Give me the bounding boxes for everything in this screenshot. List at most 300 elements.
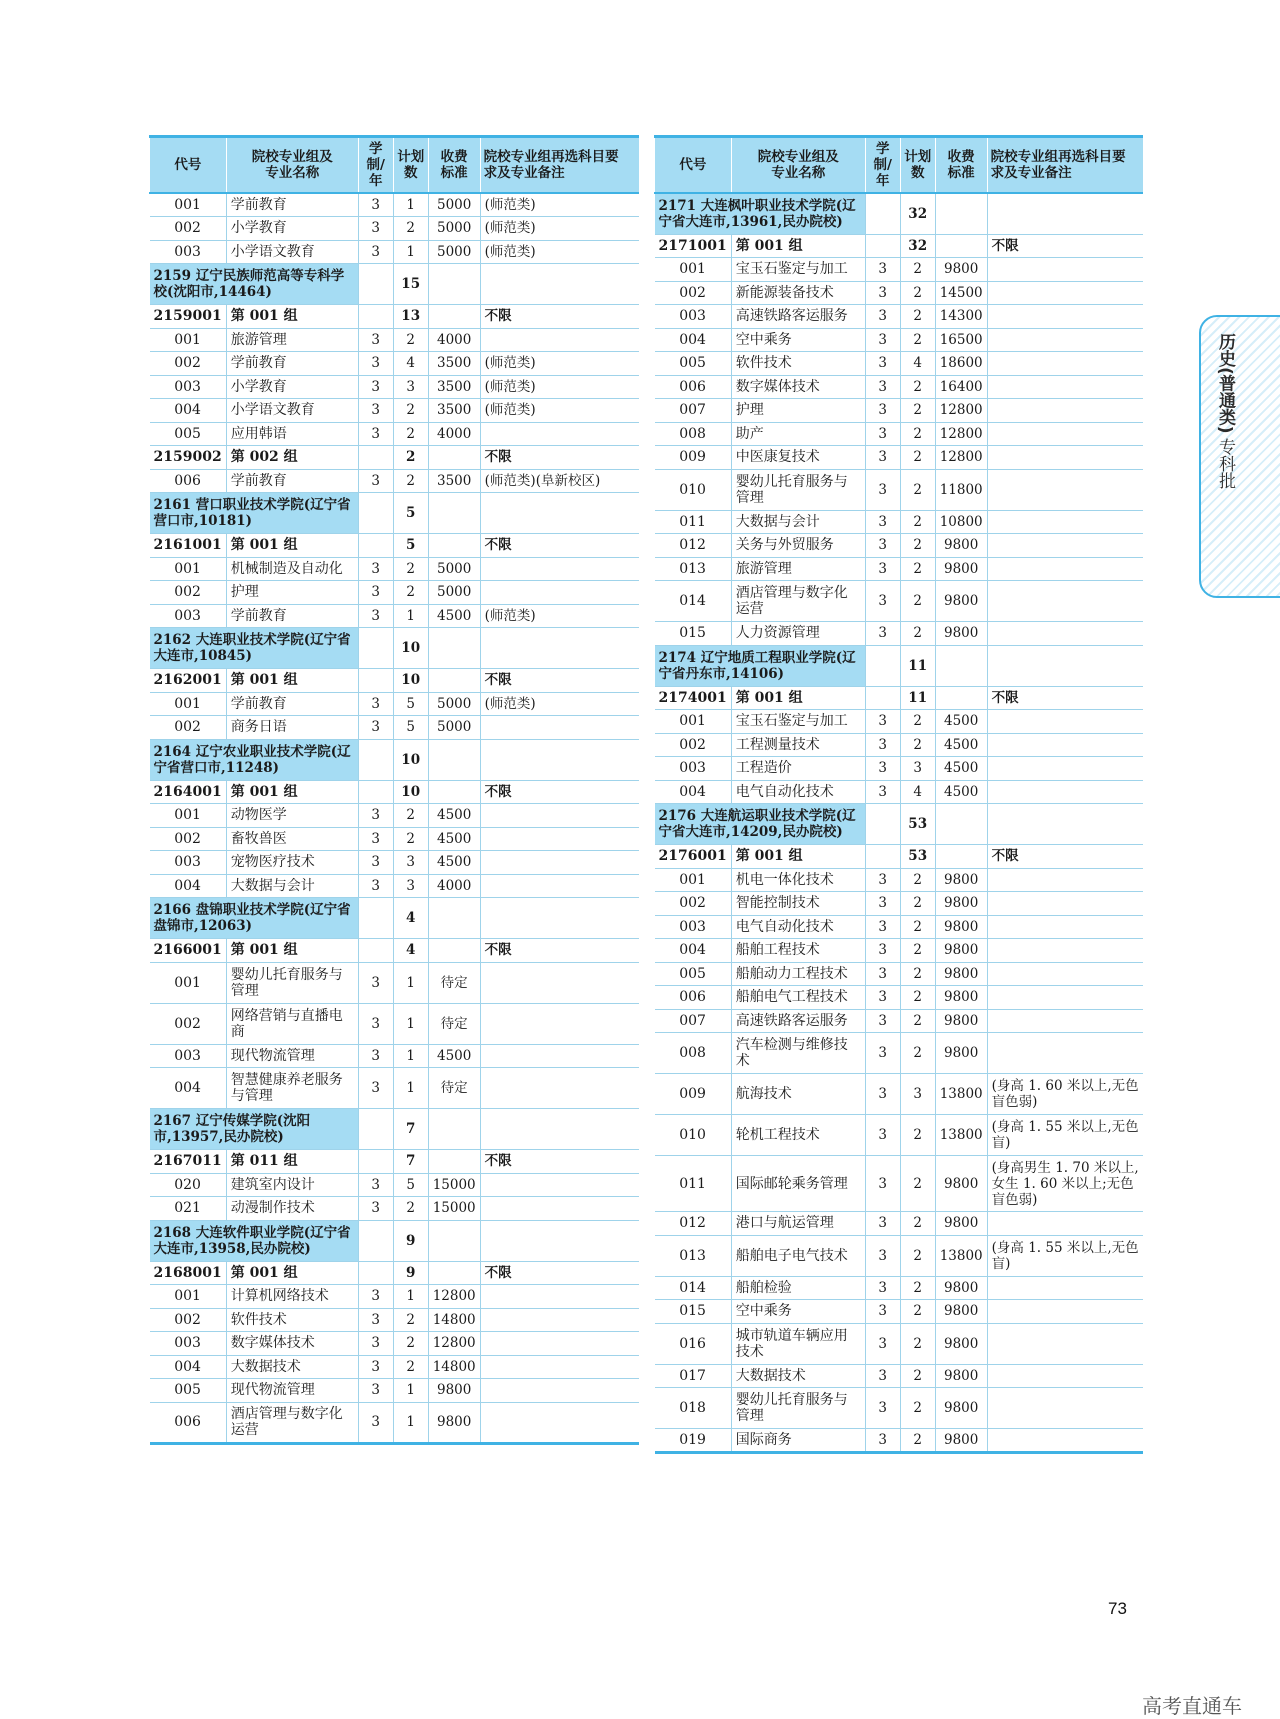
table-header-row — [150, 137, 640, 194]
group-years — [865, 686, 900, 710]
major-requirement: (师范类) — [480, 240, 639, 264]
major-years: 3 — [358, 1197, 393, 1221]
major-plan: 2 — [900, 939, 935, 963]
major-requirement — [987, 581, 1143, 622]
major-requirement: (师范类) — [480, 692, 639, 716]
major-fee: 9800 — [935, 939, 987, 963]
group-requirement: 不限 — [480, 780, 639, 804]
major-requirement: (师范类) — [480, 352, 639, 376]
major-years: 3 — [865, 1388, 900, 1429]
major-name: 学前教育 — [226, 352, 358, 376]
group-row — [150, 534, 640, 558]
major-years: 3 — [865, 281, 900, 305]
major-name: 应用韩语 — [226, 422, 358, 446]
major-row — [655, 469, 1144, 510]
major-requirement — [987, 557, 1143, 581]
group-name: 第 001 组 — [226, 939, 358, 963]
major-fee: 9800 — [935, 1300, 987, 1324]
major-name: 城市轨道车辆应用技术 — [731, 1323, 865, 1364]
school-requirement — [480, 739, 639, 780]
school-plan: 9 — [393, 1220, 428, 1261]
major-code: 002 — [150, 716, 227, 740]
school-requirement — [480, 1220, 639, 1261]
group-requirement: 不限 — [480, 669, 639, 693]
major-plan: 2 — [900, 915, 935, 939]
major-plan: 5 — [393, 716, 428, 740]
major-years: 3 — [865, 328, 900, 352]
major-plan: 2 — [900, 581, 935, 622]
school-requirement — [480, 264, 639, 305]
school-plan: 5 — [393, 493, 428, 534]
major-requirement: (师范类) — [480, 399, 639, 423]
major-plan: 2 — [393, 1308, 428, 1332]
major-plan: 2 — [900, 1388, 935, 1429]
major-years: 3 — [865, 581, 900, 622]
major-code: 003 — [150, 375, 227, 399]
major-plan: 2 — [393, 1197, 428, 1221]
group-code: 2164001 — [150, 780, 227, 804]
major-fee: 15000 — [428, 1197, 480, 1221]
group-code: 2159002 — [150, 446, 227, 470]
section-side-tab — [1199, 315, 1280, 598]
major-name: 高速铁路客运服务 — [731, 305, 865, 329]
major-plan: 2 — [900, 962, 935, 986]
group-years — [358, 534, 393, 558]
school-fee — [428, 898, 480, 939]
major-fee: 4000 — [428, 422, 480, 446]
major-code: 006 — [150, 1402, 227, 1443]
major-plan: 2 — [900, 733, 935, 757]
major-code: 001 — [655, 258, 732, 282]
major-years: 3 — [865, 986, 900, 1010]
major-requirement — [987, 939, 1143, 963]
group-fee — [428, 305, 480, 329]
school-name: 2168 大连软件职业学院(辽宁省大连市,13958,民办院校) — [150, 1220, 359, 1261]
major-name: 高速铁路客运服务 — [731, 1009, 865, 1033]
major-code: 004 — [150, 399, 227, 423]
major-name: 船舶电子电气技术 — [731, 1235, 865, 1276]
group-plan: 13 — [393, 305, 428, 329]
major-requirement — [480, 1068, 639, 1109]
major-years: 3 — [358, 217, 393, 241]
major-fee: 4500 — [428, 827, 480, 851]
major-years: 3 — [865, 710, 900, 734]
major-code: 010 — [655, 469, 732, 510]
major-requirement — [480, 422, 639, 446]
major-plan: 2 — [900, 510, 935, 534]
major-row — [655, 892, 1144, 916]
major-name: 中医康复技术 — [731, 446, 865, 470]
major-years: 3 — [865, 757, 900, 781]
major-code: 004 — [655, 780, 732, 804]
major-requirement: (师范类) — [480, 193, 639, 217]
major-years: 3 — [865, 915, 900, 939]
major-code: 002 — [150, 827, 227, 851]
major-name: 工程测量技术 — [731, 733, 865, 757]
major-code: 007 — [655, 1009, 732, 1033]
major-code: 018 — [655, 1388, 732, 1429]
major-row — [655, 868, 1144, 892]
major-fee: 9800 — [428, 1402, 480, 1443]
major-fee: 5000 — [428, 240, 480, 264]
major-plan: 2 — [900, 1115, 935, 1156]
major-requirement — [987, 510, 1143, 534]
major-name: 酒店管理与数字化运营 — [731, 581, 865, 622]
major-plan: 1 — [393, 1402, 428, 1443]
group-requirement: 不限 — [987, 845, 1143, 869]
major-plan: 2 — [393, 422, 428, 446]
major-requirement — [987, 258, 1143, 282]
major-fee: 3500 — [428, 469, 480, 493]
school-plan: 53 — [900, 804, 935, 845]
school-years — [358, 739, 393, 780]
group-requirement: 不限 — [480, 446, 639, 470]
header-plan: 计划数 — [393, 137, 428, 194]
major-requirement — [987, 422, 1143, 446]
major-code: 012 — [655, 534, 732, 558]
major-row — [655, 622, 1144, 646]
major-row — [655, 557, 1144, 581]
group-name: 第 001 组 — [226, 669, 358, 693]
major-years: 3 — [865, 305, 900, 329]
major-name: 机械制造及自动化 — [226, 557, 358, 581]
major-plan: 1 — [393, 962, 428, 1003]
group-code: 2161001 — [150, 534, 227, 558]
group-code: 2171001 — [655, 234, 732, 258]
major-name: 船舶电气工程技术 — [731, 986, 865, 1010]
left-admission-table — [149, 135, 639, 1445]
major-code: 004 — [655, 939, 732, 963]
major-code: 003 — [655, 915, 732, 939]
major-row — [150, 557, 640, 581]
major-requirement: (身高 1. 60 米以上,无色盲色弱) — [987, 1074, 1143, 1115]
major-code: 004 — [150, 1068, 227, 1109]
major-fee: 13800 — [935, 1115, 987, 1156]
major-requirement — [480, 328, 639, 352]
major-name: 婴幼儿托育服务与管理 — [731, 1388, 865, 1429]
major-row — [150, 604, 640, 628]
major-row — [655, 1364, 1144, 1388]
major-fee: 12800 — [428, 1285, 480, 1309]
major-row — [655, 1388, 1144, 1429]
major-name: 护理 — [226, 581, 358, 605]
major-name: 宝玉石鉴定与加工 — [731, 710, 865, 734]
school-plan: 15 — [393, 264, 428, 305]
group-row — [655, 234, 1144, 258]
major-row — [655, 581, 1144, 622]
group-requirement: 不限 — [480, 1150, 639, 1174]
major-fee: 12800 — [935, 446, 987, 470]
major-requirement — [987, 446, 1143, 470]
major-row — [150, 716, 640, 740]
major-years: 3 — [865, 1364, 900, 1388]
major-fee: 5000 — [428, 193, 480, 217]
major-row — [150, 581, 640, 605]
major-code: 001 — [150, 557, 227, 581]
group-row — [150, 669, 640, 693]
major-fee: 4000 — [428, 328, 480, 352]
major-plan: 2 — [393, 827, 428, 851]
major-fee: 9800 — [935, 892, 987, 916]
major-name: 空中乘务 — [731, 328, 865, 352]
major-years: 3 — [358, 716, 393, 740]
major-name: 畜牧兽医 — [226, 827, 358, 851]
header-name: 院校专业组及 专业名称 — [731, 137, 865, 194]
major-name: 酒店管理与数字化运营 — [226, 1402, 358, 1443]
major-fee: 4500 — [428, 851, 480, 875]
major-row — [150, 1379, 640, 1403]
major-name: 智能控制技术 — [731, 892, 865, 916]
major-name: 数字媒体技术 — [226, 1332, 358, 1356]
major-code: 017 — [655, 1364, 732, 1388]
major-code: 001 — [150, 962, 227, 1003]
major-name: 空中乘务 — [731, 1300, 865, 1324]
school-years — [358, 493, 393, 534]
major-row — [655, 534, 1144, 558]
group-plan: 32 — [900, 234, 935, 258]
group-years — [358, 1261, 393, 1285]
major-years: 3 — [358, 827, 393, 851]
school-plan: 4 — [393, 898, 428, 939]
major-requirement — [987, 962, 1143, 986]
major-row — [150, 399, 640, 423]
major-code: 004 — [150, 874, 227, 898]
major-plan: 4 — [900, 352, 935, 376]
major-years: 3 — [358, 352, 393, 376]
major-fee: 16500 — [935, 328, 987, 352]
major-fee: 3500 — [428, 375, 480, 399]
major-code: 014 — [655, 1276, 732, 1300]
header-requirements: 院校专业组再选科目要 求及专业备注 — [987, 137, 1143, 194]
group-name: 第 001 组 — [226, 780, 358, 804]
school-fee — [428, 264, 480, 305]
major-plan: 1 — [393, 1379, 428, 1403]
major-row — [150, 692, 640, 716]
group-name: 第 011 组 — [226, 1150, 358, 1174]
major-code: 003 — [655, 757, 732, 781]
major-plan: 2 — [900, 446, 935, 470]
major-years: 3 — [865, 375, 900, 399]
left-table-body — [150, 193, 640, 1443]
school-row — [150, 628, 640, 669]
major-code: 006 — [655, 986, 732, 1010]
major-name: 大数据与会计 — [731, 510, 865, 534]
major-requirement — [480, 581, 639, 605]
major-plan: 2 — [900, 1300, 935, 1324]
major-years: 3 — [865, 534, 900, 558]
major-years: 3 — [865, 1156, 900, 1212]
major-name: 宝玉石鉴定与加工 — [731, 258, 865, 282]
major-plan: 2 — [393, 581, 428, 605]
major-years: 3 — [358, 375, 393, 399]
major-years: 3 — [358, 193, 393, 217]
school-row — [150, 739, 640, 780]
major-requirement — [987, 375, 1143, 399]
major-row — [150, 328, 640, 352]
major-years: 3 — [358, 328, 393, 352]
group-plan: 11 — [900, 686, 935, 710]
major-fee: 待定 — [428, 1003, 480, 1044]
major-name: 助产 — [731, 422, 865, 446]
major-name: 动物医学 — [226, 804, 358, 828]
major-row — [655, 375, 1144, 399]
major-years: 3 — [865, 1212, 900, 1236]
major-fee: 13800 — [935, 1235, 987, 1276]
school-plan: 7 — [393, 1109, 428, 1150]
group-row — [655, 686, 1144, 710]
major-name: 现代物流管理 — [226, 1379, 358, 1403]
major-years: 3 — [865, 399, 900, 423]
major-years: 3 — [865, 1276, 900, 1300]
major-plan: 2 — [393, 804, 428, 828]
major-name: 国际邮轮乘务管理 — [731, 1156, 865, 1212]
major-years: 3 — [865, 446, 900, 470]
major-row — [150, 1308, 640, 1332]
major-row — [150, 1003, 640, 1044]
group-years — [358, 1150, 393, 1174]
school-requirement — [987, 645, 1143, 686]
school-row — [150, 493, 640, 534]
major-years: 3 — [358, 804, 393, 828]
major-years: 3 — [358, 692, 393, 716]
major-code: 014 — [655, 581, 732, 622]
major-plan: 2 — [900, 1276, 935, 1300]
major-fee: 9800 — [935, 986, 987, 1010]
group-name: 第 001 组 — [731, 234, 865, 258]
major-plan: 1 — [393, 604, 428, 628]
major-fee: 5000 — [428, 692, 480, 716]
major-name: 宠物医疗技术 — [226, 851, 358, 875]
major-row — [655, 446, 1144, 470]
major-fee: 9800 — [935, 1388, 987, 1429]
school-plan: 10 — [393, 739, 428, 780]
major-fee: 待定 — [428, 962, 480, 1003]
school-years — [358, 898, 393, 939]
major-fee: 9800 — [935, 915, 987, 939]
major-name: 汽车检测与维修技术 — [731, 1033, 865, 1074]
group-code: 2168001 — [150, 1261, 227, 1285]
header-code: 代号 — [150, 137, 227, 194]
school-name: 2162 大连职业技术学院(辽宁省大连市,10845) — [150, 628, 359, 669]
group-name: 第 002 组 — [226, 446, 358, 470]
major-name: 港口与航运管理 — [731, 1212, 865, 1236]
major-fee: 9800 — [935, 1009, 987, 1033]
major-fee: 4500 — [935, 780, 987, 804]
major-fee: 16400 — [935, 375, 987, 399]
major-name: 小学语文教育 — [226, 240, 358, 264]
major-requirement — [480, 1402, 639, 1443]
major-name: 智慧健康养老服务与管理 — [226, 1068, 358, 1109]
major-row — [655, 915, 1144, 939]
major-years: 3 — [865, 1235, 900, 1276]
group-code: 2166001 — [150, 939, 227, 963]
major-code: 002 — [150, 217, 227, 241]
major-plan: 1 — [393, 1003, 428, 1044]
school-row — [655, 804, 1144, 845]
major-fee: 9800 — [428, 1379, 480, 1403]
major-years: 3 — [865, 939, 900, 963]
major-plan: 2 — [900, 1212, 935, 1236]
group-years — [358, 446, 393, 470]
major-years: 3 — [358, 1003, 393, 1044]
major-requirement: (身高 1. 55 米以上,无色盲) — [987, 1235, 1143, 1276]
major-row — [150, 422, 640, 446]
major-code: 020 — [150, 1173, 227, 1197]
major-fee: 11800 — [935, 469, 987, 510]
major-code: 001 — [150, 692, 227, 716]
header-name: 院校专业组及 专业名称 — [226, 137, 358, 194]
school-fee — [935, 645, 987, 686]
major-years: 3 — [358, 1308, 393, 1332]
major-row — [150, 827, 640, 851]
group-name: 第 001 组 — [226, 305, 358, 329]
school-fee — [428, 1109, 480, 1150]
major-years: 3 — [358, 469, 393, 493]
major-requirement: (师范类)(阜新校区) — [480, 469, 639, 493]
major-name: 学前教育 — [226, 604, 358, 628]
major-fee: 14800 — [428, 1308, 480, 1332]
major-years: 3 — [865, 868, 900, 892]
group-fee — [935, 845, 987, 869]
major-code: 015 — [655, 622, 732, 646]
group-fee — [935, 234, 987, 258]
major-plan: 2 — [900, 469, 935, 510]
major-row — [150, 469, 640, 493]
major-requirement — [480, 1285, 639, 1309]
major-requirement — [480, 804, 639, 828]
major-fee: 9800 — [935, 1429, 987, 1453]
major-requirement — [480, 1308, 639, 1332]
major-name: 电气自动化技术 — [731, 780, 865, 804]
major-code: 011 — [655, 1156, 732, 1212]
major-name: 软件技术 — [226, 1308, 358, 1332]
major-plan: 2 — [900, 1009, 935, 1033]
school-plan: 32 — [900, 193, 935, 234]
major-plan: 1 — [393, 240, 428, 264]
major-row — [150, 375, 640, 399]
major-years: 3 — [865, 1009, 900, 1033]
major-requirement: (师范类) — [480, 375, 639, 399]
school-row — [655, 193, 1144, 234]
major-plan: 2 — [393, 557, 428, 581]
major-fee: 4500 — [428, 1044, 480, 1068]
major-name: 大数据与会计 — [226, 874, 358, 898]
school-row — [150, 898, 640, 939]
major-code: 001 — [150, 193, 227, 217]
major-plan: 1 — [393, 1285, 428, 1309]
major-years: 3 — [358, 604, 393, 628]
major-requirement — [987, 868, 1143, 892]
major-plan: 2 — [900, 375, 935, 399]
major-fee: 12800 — [935, 422, 987, 446]
group-years — [865, 234, 900, 258]
major-name: 建筑室内设计 — [226, 1173, 358, 1197]
major-years: 3 — [865, 1429, 900, 1453]
major-requirement: (身高 1. 55 米以上,无色盲) — [987, 1115, 1143, 1156]
major-name: 关务与外贸服务 — [731, 534, 865, 558]
major-row — [150, 1173, 640, 1197]
major-fee: 15000 — [428, 1173, 480, 1197]
major-code: 003 — [150, 240, 227, 264]
school-row — [150, 1109, 640, 1150]
major-name: 航海技术 — [731, 1074, 865, 1115]
major-requirement: (师范类) — [480, 217, 639, 241]
major-name: 学前教育 — [226, 469, 358, 493]
major-name: 软件技术 — [731, 352, 865, 376]
major-code: 003 — [655, 305, 732, 329]
major-plan: 1 — [393, 193, 428, 217]
major-plan: 4 — [393, 352, 428, 376]
